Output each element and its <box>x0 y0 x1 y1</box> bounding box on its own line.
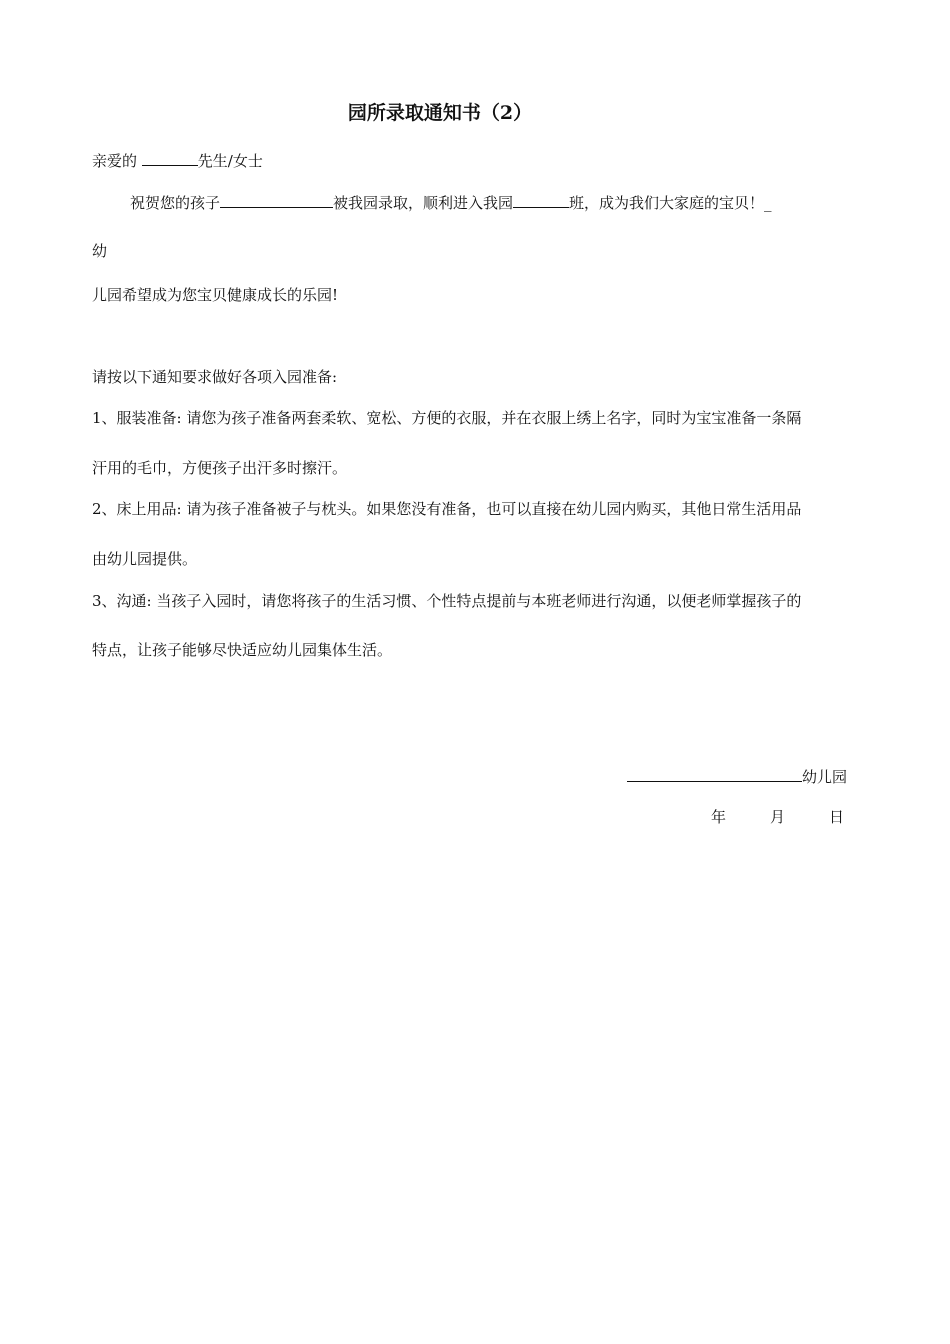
item-clothing-line-1: 1、服装准备: 请您为孩子准备两套柔软、宽松、方便的衣服，并在衣服上绣上名字，同时为宝宝准备一条隔 <box>92 409 802 427</box>
child-name-blank <box>220 192 333 208</box>
salutation-line <box>92 150 263 171</box>
item-clothing-line-2: 汗用的毛巾，方便孩子出汗多时擦汗。 <box>92 459 348 477</box>
notice-title: 园所录取通知书（2） <box>347 102 533 124</box>
instructions-intro: 请按以下通知要求做好各项入园准备: <box>92 368 338 386</box>
congratulations-wrap-2: 儿园希望成为您宝贝健康成长的乐园! <box>92 286 339 304</box>
item-bedding-line-1: 2、床上用品: 请为孩子准备被子与枕头。如果您没有准备，也可以直接在幼儿园内购买，其他日常生活用品 <box>92 500 802 518</box>
item-communication-line-1: 3、沟通: 当孩子入园时，请您将孩子的生活习惯、个性特点提前与本班老师进行沟通，以便老师掌握孩子的 <box>92 592 802 610</box>
item-communication-line-2: 特点，让孩子能够尽快适应幼儿园集体生活。 <box>92 641 393 659</box>
class-name-blank <box>513 192 569 208</box>
date-year: 年 <box>711 808 727 826</box>
congrats-text-3: 班，成为我们大家庭的宝贝！_ <box>569 194 772 212</box>
signature-line <box>627 766 847 787</box>
salutation-suffix: 先生/女士 <box>197 152 263 170</box>
congratulations-wrap-1: 幼 <box>92 242 108 260</box>
signature-label: 幼儿园 <box>802 768 848 786</box>
item-bedding-line-2: 由幼儿园提供。 <box>92 550 198 568</box>
congrats-text-2: 被我园录取，顺利进入我园 <box>333 194 514 212</box>
date-month: 月 <box>770 808 786 826</box>
salutation-prefix: 亲爱的 <box>92 152 142 170</box>
parent-name-blank <box>142 150 198 166</box>
congratulations-line <box>92 192 772 213</box>
congrats-text-1: 祝贺您的孩子 <box>130 194 221 212</box>
date-day: 日 <box>829 808 845 826</box>
kindergarten-name-blank <box>627 766 802 782</box>
